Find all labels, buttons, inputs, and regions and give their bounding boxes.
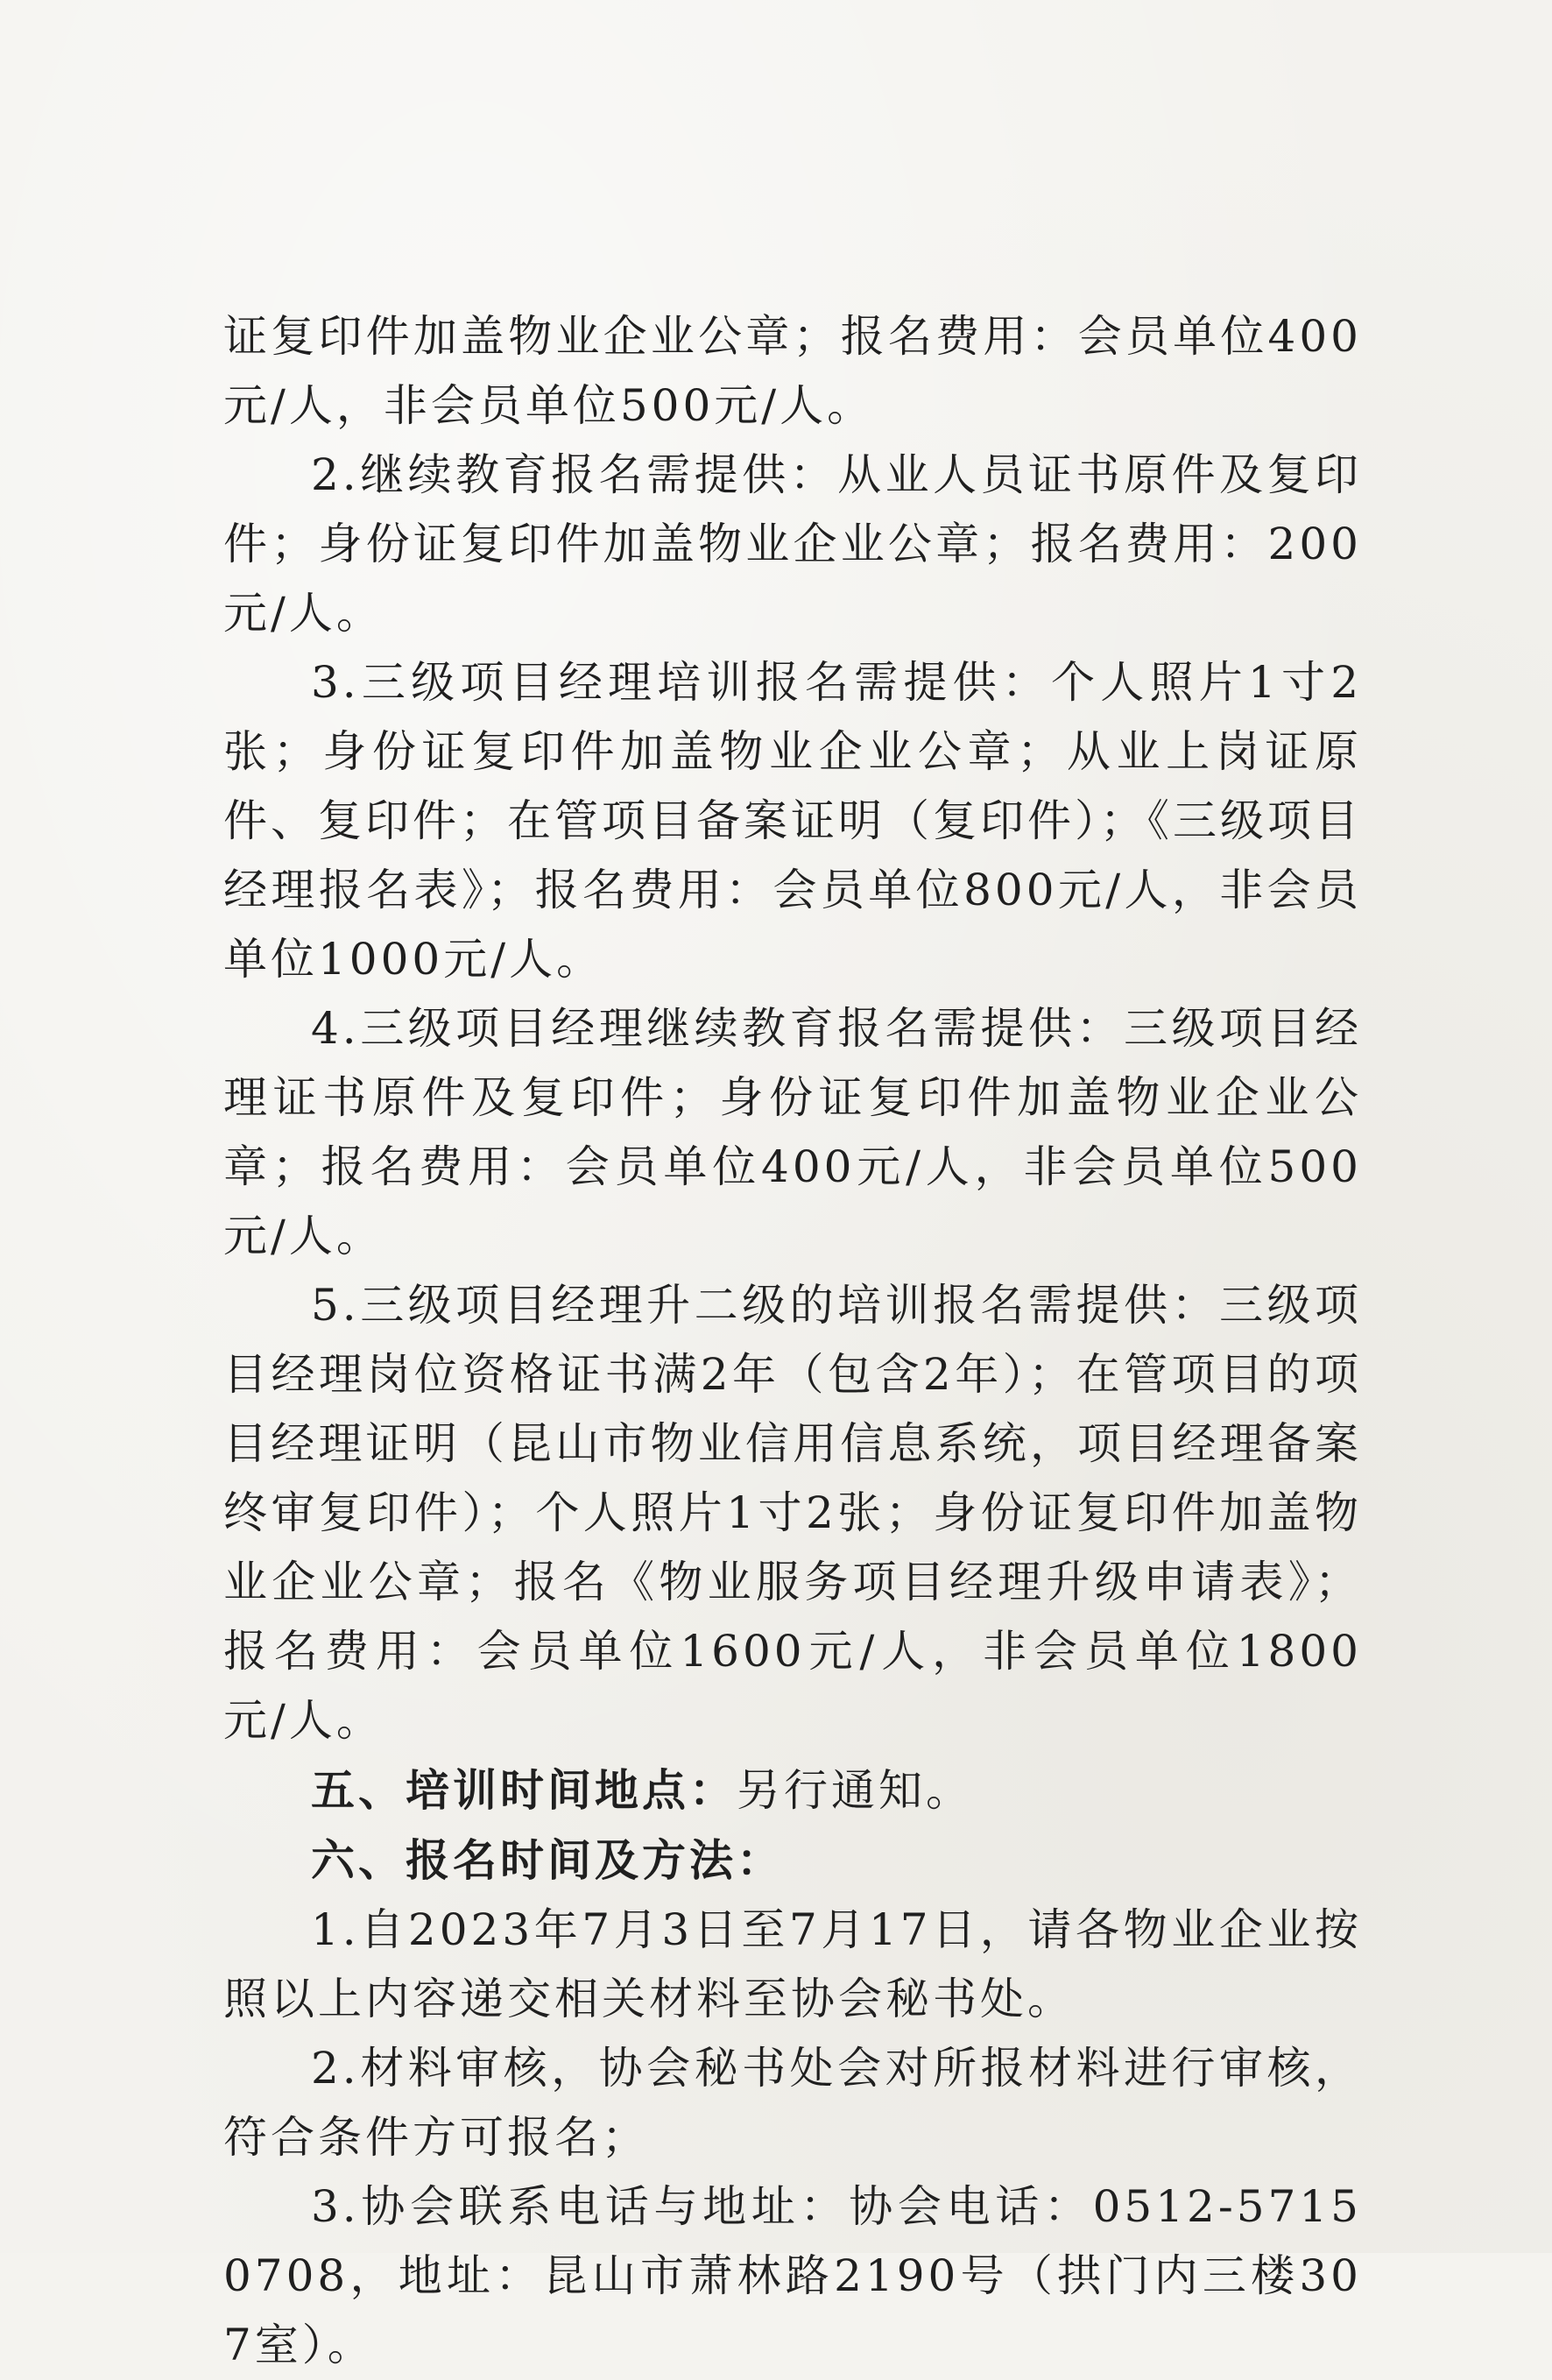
section-5-heading xyxy=(223,1755,1362,1826)
section-6-heading xyxy=(223,1826,1362,1896)
paragraph-item-4: 4.三级项目经理继续教育报名需提供：三级项目经理证书原件及复印件；身份证复印件加盖物业企业公章；报名费用：会员单位400元/人，非会员单位500元/人。 xyxy=(223,1003,1362,1261)
section-6-label: 六、报名时间及方法： xyxy=(311,1834,784,1886)
section-6-item-1: 1.自2023年7月3日至7月17日，请各物业企业按照以上内容递交相关材料至协会秘书处。 xyxy=(223,1904,1362,2024)
section-5-text: 另行通知。 xyxy=(737,1765,973,1816)
section-6-item-3: 3.协会联系电话与地址：协会电话：0512-57150708，地址：昆山市萧林路2190号（拱门内三楼307室）。 xyxy=(223,2181,1362,2370)
paragraph-item-5: 5.三级项目经理升二级的培训报名需提供：三级项目经理岗位资格证书满2年（包含2年）；在管项目的项目经理证明（昆山市物业信用信息系统，项目经理备案终审复印件）；个人照片1寸2张；身份证复印件加盖物业企业公章；报名《物业服务项目经理升级申请表》；报名费用：会员单位1600元/人，非会员单位1800元/人。 xyxy=(223,1280,1362,1746)
document-body xyxy=(223,302,1362,2380)
paragraph-continuation: 证复印件加盖物业企业公章；报名费用：会员单位400元/人，非会员单位500元/人。 xyxy=(223,311,1362,431)
paragraph-item-3: 3.三级项目经理培训报名需提供：个人照片1寸2张；身份证复印件加盖物业企业公章；从业上岗证原件、复印件；在管项目备案证明（复印件）；《三级项目经理报名表》；报名费用：会员单位800元/人，非会员单位1000元/人。 xyxy=(223,657,1362,985)
section-5-label: 五、培训时间地点： xyxy=(311,1764,737,1816)
section-6-item-2: 2.材料审核，协会秘书处会对所报材料进行审核，符合条件方可报名； xyxy=(223,2043,1362,2163)
paragraph-item-2: 2.继续教育报名需提供：从业人员证书原件及复印件；身份证复印件加盖物业企业公章；报名费用：200元/人。 xyxy=(223,449,1362,639)
